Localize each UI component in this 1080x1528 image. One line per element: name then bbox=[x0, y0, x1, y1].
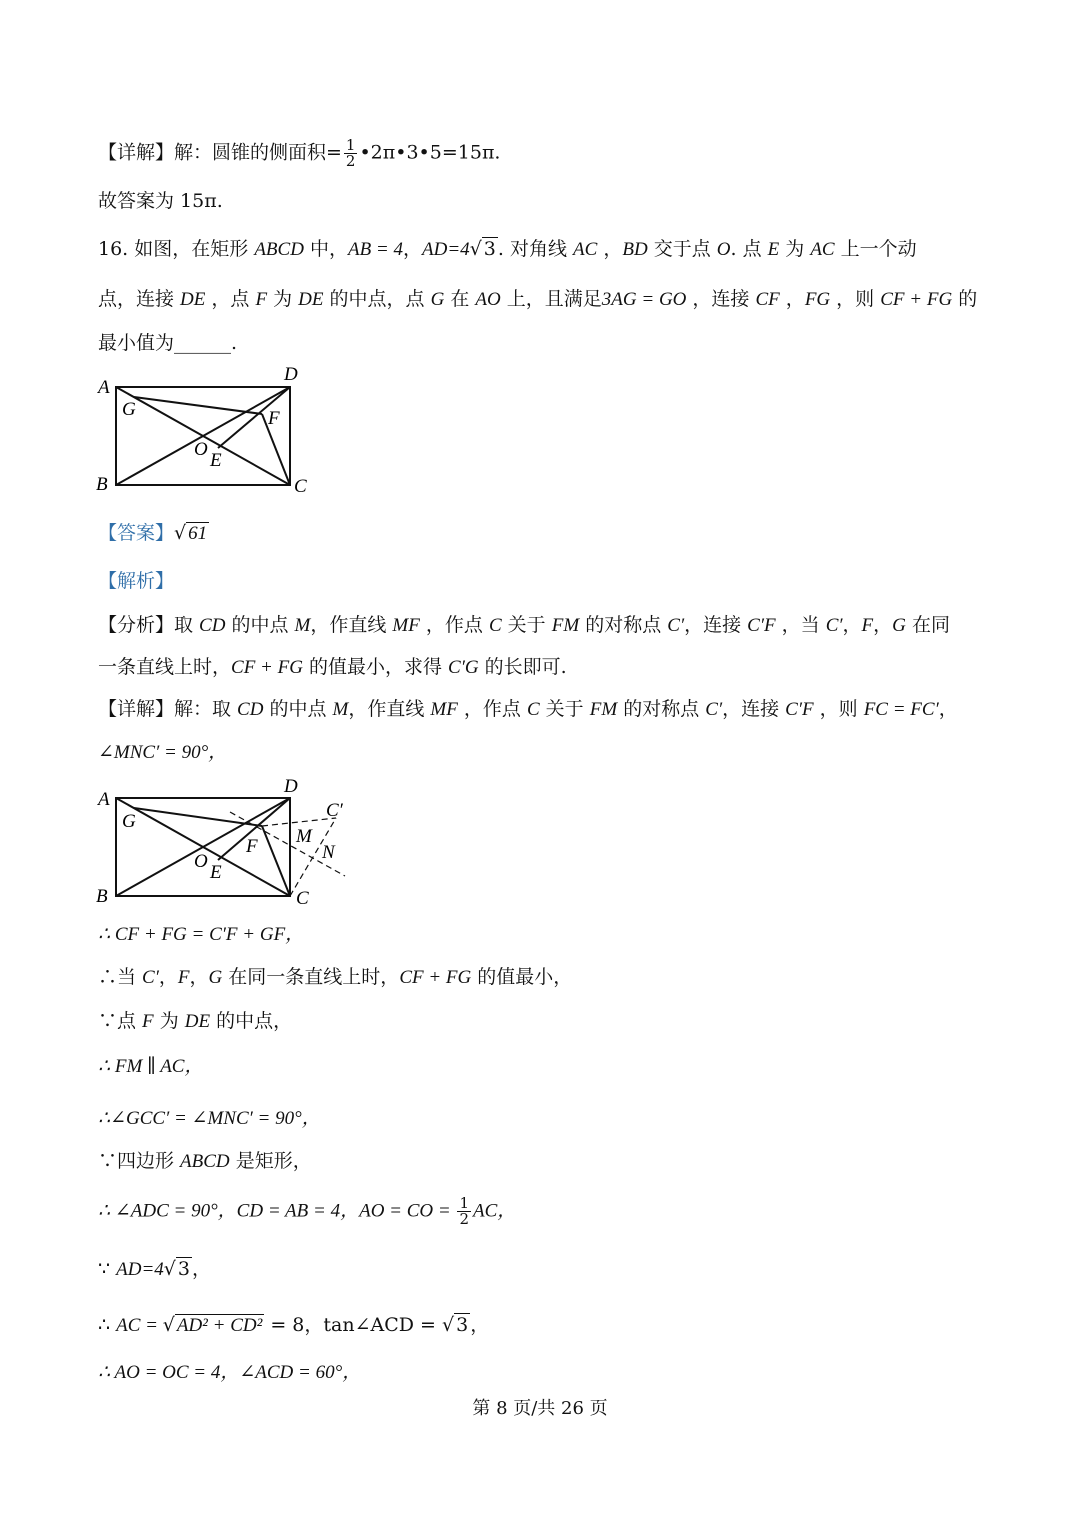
step-1: ∴ CF + FG = C′F + GF， bbox=[98, 924, 305, 945]
label-G: G bbox=[122, 811, 136, 832]
label-G: G bbox=[122, 399, 136, 420]
label-D: D bbox=[284, 364, 298, 385]
figure-rectangle-1 bbox=[90, 362, 330, 502]
answer-statement: 故答案为 15π. bbox=[98, 190, 223, 212]
detail-line-1: 【详解】解：圆锥的侧面积= $\frac{1}{2}$ •2π•3•5=15π. bbox=[98, 136, 501, 170]
analysis-label: 【解析】 bbox=[98, 570, 175, 592]
step-2: ∴当 C′，F，G 在同一条直线上时，CF + FG 的值最小， bbox=[98, 966, 573, 988]
label-O: O bbox=[194, 851, 208, 872]
question-line-1: 16. 如图，在矩形 ABCD 中，AB = 4，AD=4√ 3 . 对角线 AC ，BD 交于点 O. 点 E 为 AC 上一个动 bbox=[98, 238, 917, 260]
page-footer: 第 8 页/共 26 页 bbox=[472, 1398, 608, 1419]
label-C: C bbox=[296, 888, 309, 909]
fraction: $\frac{1}{2}$ bbox=[345, 136, 356, 170]
label-E: E bbox=[210, 862, 222, 883]
detail-2-line-1: 【详解】解：取 CD 的中点 M，作直线 MF ，作点 C 关于 FM 的对称点 C′，连接 C′F ，则 FC = FC′， bbox=[98, 698, 958, 720]
step-9: ∴ AC = √ AD² + CD² = 8，tan∠ACD = √ 3 ， bbox=[98, 1314, 490, 1336]
figure-rectangle-2 bbox=[90, 774, 370, 910]
label-A: A bbox=[98, 377, 110, 398]
label-M: M bbox=[296, 826, 312, 847]
detail-2-line-2: ∠MNC′ = 90°， bbox=[98, 742, 228, 763]
label-F: F bbox=[268, 408, 280, 429]
label-A: A bbox=[98, 789, 110, 810]
label-O: O bbox=[194, 439, 208, 460]
question-line-3: 最小值为______. bbox=[98, 332, 238, 354]
step-6: ∵四边形 ABCD 是矩形， bbox=[98, 1150, 312, 1172]
label-E: E bbox=[210, 450, 222, 471]
step-5: ∴∠GCC′ = ∠MNC′ = 90°， bbox=[98, 1108, 321, 1129]
step-4: ∴ FM ∥ AC， bbox=[98, 1056, 204, 1077]
label-C-prime: C′ bbox=[326, 800, 343, 821]
label-N: N bbox=[322, 842, 335, 863]
label-F: F bbox=[246, 836, 258, 857]
answer-line: 【答案】√ 61 bbox=[98, 522, 208, 544]
label-B: B bbox=[96, 886, 108, 907]
step-8: ∵ AD=4√ 3 ， bbox=[98, 1258, 212, 1280]
step-10: ∴ AO = OC = 4，∠ACD = 60°， bbox=[98, 1362, 362, 1383]
step-7: ∴ ∠ADC = 90°，CD = AB = 4，AO = CO = $\frac{1}{2}$ AC， bbox=[98, 1194, 517, 1228]
label-D: D bbox=[284, 776, 298, 797]
analysis-line-2: 一条直线上时，CF + FG 的值最小，求得 C′G 的长即可. bbox=[98, 656, 567, 678]
fraction: $\frac{1}{2}$ bbox=[459, 1194, 470, 1228]
label-B: B bbox=[96, 474, 108, 495]
label-C: C bbox=[294, 476, 307, 497]
analysis-line-1: 【分析】取 CD 的中点 M，作直线 MF ，作点 C 关于 FM 的对称点 C′，连接 C′F ，当 C′，F，G 在同 bbox=[98, 614, 950, 636]
question-line-2: 点，连接 DE ，点 F 为 DE 的中点，点 G 在 AO 上，且满足3AG = GO ，连接 CF ，FG ，则 CF + FG 的 bbox=[98, 288, 978, 310]
step-3: ∵点 F 为 DE 的中点， bbox=[98, 1010, 293, 1032]
